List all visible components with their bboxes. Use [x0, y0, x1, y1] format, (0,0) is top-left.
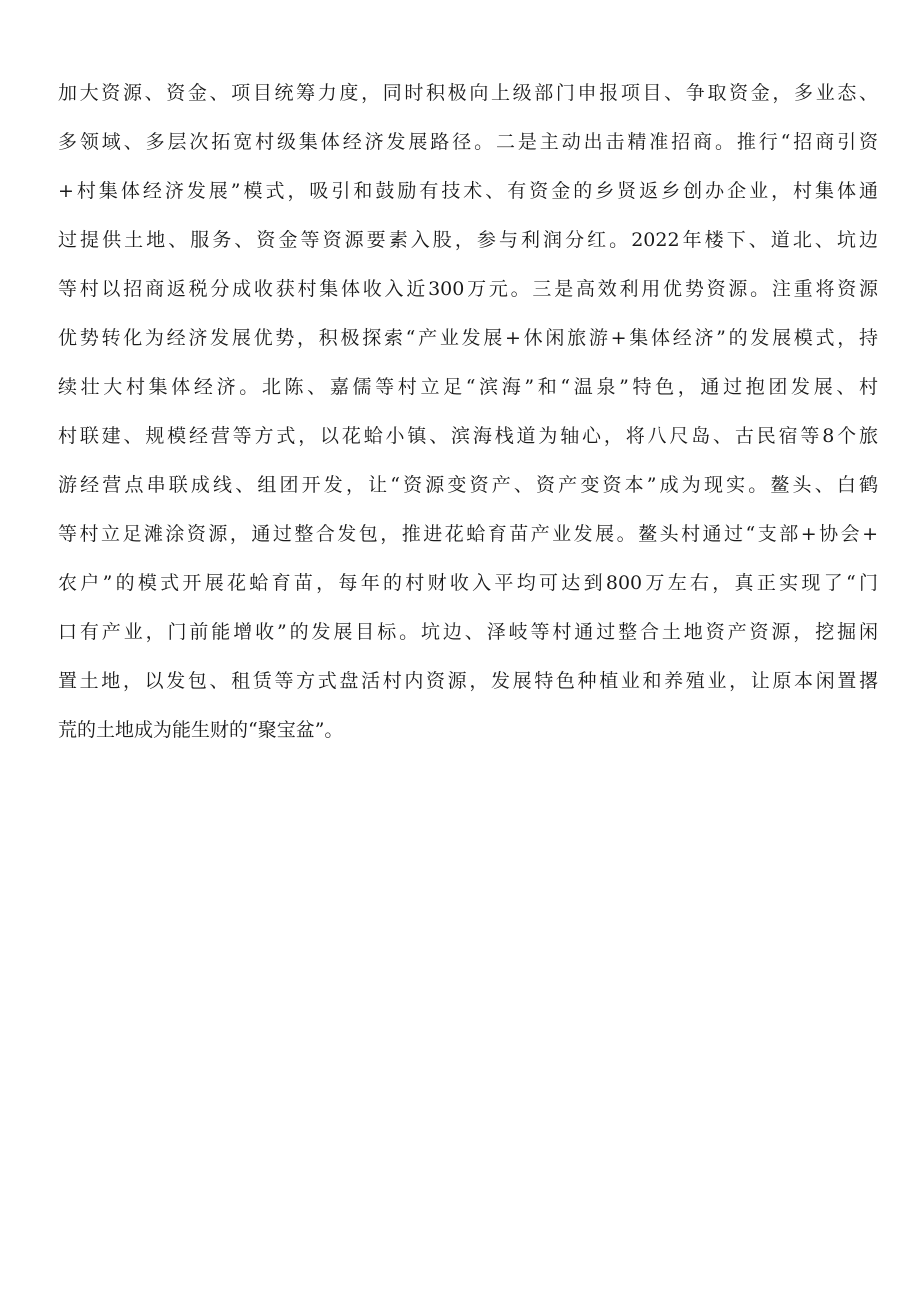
text-line: 村联建、规模经营等方式，以花蛤小镇、滨海栈道为轴心，将八尺岛、古民宿等8个旅	[58, 425, 878, 447]
text-line: 口有产业，门前能增收”的发展目标。坑边、泽岐等村通过整合土地资产资源，挖掘闲	[58, 621, 878, 643]
text-line: 农户”的模式开展花蛤育苗，每年的村财收入平均可达到800万左右，真正实现了“门	[58, 572, 878, 594]
body-paragraph	[58, 69, 878, 755]
text-line: 续壮大村集体经济。北陈、嘉儒等村立足“滨海”和“温泉”特色，通过抱团发展、村	[58, 376, 878, 398]
text-line: 荒的土地成为能生财的“聚宝盆”。	[58, 719, 344, 741]
text-line: 多领域、多层次拓宽村级集体经济发展路径。二是主动出击精准招商。推行“招商引资	[58, 131, 878, 153]
text-line: 加大资源、资金、项目统筹力度，同时积极向上级部门申报项目、争取资金，多业态、	[58, 82, 878, 104]
text-line: 优势转化为经济发展优势，积极探索“产业发展+休闲旅游+集体经济”的发展模式，持	[58, 327, 878, 349]
text-line: 过提供土地、服务、资金等资源要素入股，参与利润分红。2022年楼下、道北、坑边	[58, 229, 878, 251]
text-line: 游经营点串联成线、组团开发，让“资源变资产、资产变资本”成为现实。鳌头、白鹤	[58, 474, 878, 496]
text-line: 等村立足滩涂资源，通过整合发包，推进花蛤育苗产业发展。鳌头村通过“支部+协会+	[58, 523, 878, 545]
text-line: 等村以招商返税分成收获村集体收入近300万元。三是高效利用优势资源。注重将资源	[58, 278, 878, 300]
text-line: +村集体经济发展”模式，吸引和鼓励有技术、有资金的乡贤返乡创办企业，村集体通	[58, 180, 878, 202]
text-line: 置土地，以发包、租赁等方式盘活村内资源，发展特色种植业和养殖业，让原本闲置撂	[58, 670, 878, 692]
